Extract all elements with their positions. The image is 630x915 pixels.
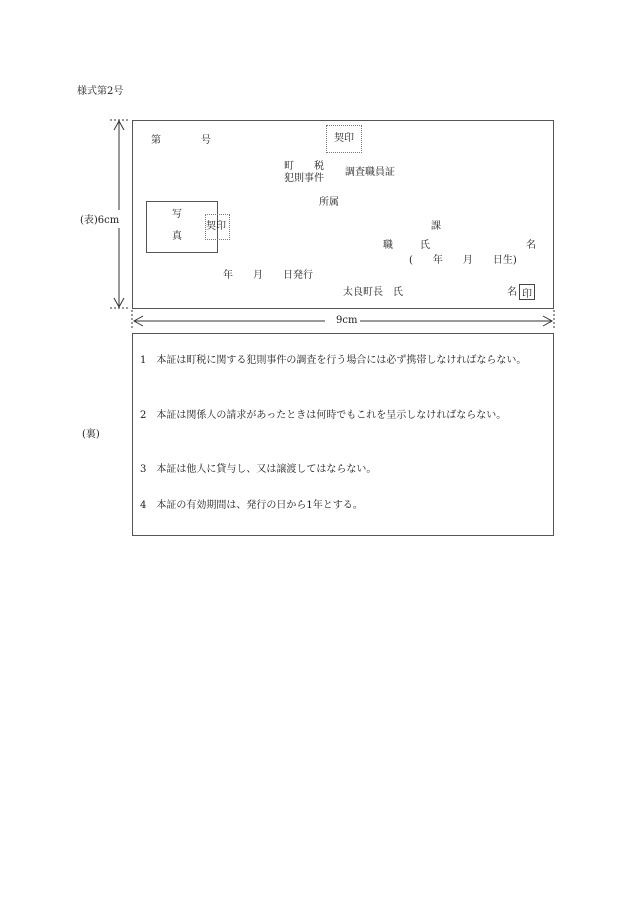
shi-label: 氏 xyxy=(420,240,430,251)
photo-char-1: 写 xyxy=(172,209,182,220)
front-height-label: (表)6cm xyxy=(80,215,120,226)
photo-char-2: 真 xyxy=(172,231,182,242)
issue-date: 年 月 日発行 xyxy=(223,270,313,281)
back-item-3: 3 本証は他人に貸与し、又は譲渡してはならない。 xyxy=(140,464,377,475)
form-number: 様式第2号 xyxy=(77,86,124,97)
shozoku-label: 所属 xyxy=(319,197,339,208)
title-right: 調査職員証 xyxy=(345,167,395,178)
back-item-1: 1 本証は町税に関する犯則事件の調査を行う場合には必ず携帯しなければならない。 xyxy=(140,355,527,366)
ka-label: 課 xyxy=(431,221,441,232)
card-back xyxy=(132,333,554,536)
card-front xyxy=(132,120,554,309)
mayor-mei-label: 名 xyxy=(507,287,517,298)
title-line-2: 犯則事件 xyxy=(284,173,324,184)
shoku-label: 職 xyxy=(383,240,393,251)
official-seal: 印 xyxy=(519,284,535,300)
seal-photo-text: 契印 xyxy=(206,221,226,232)
back-item-2: 2 本証は関係人の請求があったときは何時でもこれを呈示しなければならない。 xyxy=(140,410,507,421)
number-dai: 第 xyxy=(151,135,161,146)
width-label: 9cm xyxy=(333,316,360,326)
birth-date: ( 年 月 日生) xyxy=(409,255,517,266)
number-go: 号 xyxy=(201,135,211,146)
mayor-name-label: 太良町長 氏 xyxy=(343,287,403,298)
title-line-1: 町 税 xyxy=(284,161,324,172)
back-label: (裏) xyxy=(82,429,100,440)
seal-top-text: 契印 xyxy=(334,133,354,144)
back-item-4: 4 本証の有効期間は、発行の日から1年とする。 xyxy=(140,500,363,511)
mei-label: 名 xyxy=(526,240,536,251)
